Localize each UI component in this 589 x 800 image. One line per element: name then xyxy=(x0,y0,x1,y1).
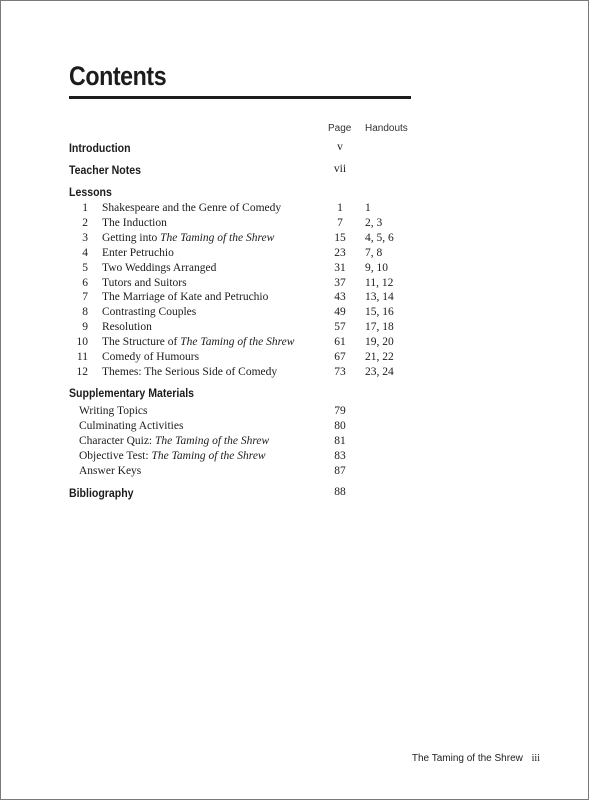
footer-book-title: The Taming of the Shrew xyxy=(411,753,523,764)
handout-numbers: 23, 24 xyxy=(365,365,394,378)
page-number: 67 xyxy=(334,351,346,363)
supplementary-row[interactable] xyxy=(1,435,588,451)
toc-entry-introduction[interactable] xyxy=(1,141,588,157)
section-label: Bibliography xyxy=(69,486,134,500)
supplementary-title-italic: The Taming of the Shrew xyxy=(155,434,270,447)
lesson-number: 4 xyxy=(82,246,88,259)
lesson-number: 2 xyxy=(82,216,88,229)
supplementary-title: Culminating Activities xyxy=(79,419,184,432)
page-number: 61 xyxy=(334,336,346,349)
lesson-row[interactable] xyxy=(1,306,588,322)
lesson-title: Themes: The Serious Side of Comedy xyxy=(102,365,278,378)
title-rule xyxy=(69,96,411,99)
lesson-number: 8 xyxy=(82,306,88,319)
lesson-number: 9 xyxy=(82,321,88,334)
lesson-title: The Induction xyxy=(102,216,167,229)
handout-numbers: 7, 8 xyxy=(365,246,383,259)
lesson-number: 1 xyxy=(82,202,88,214)
supplementary-title: Objective Test: The Taming of the Shrew xyxy=(79,449,266,462)
lesson-number: 3 xyxy=(82,231,88,244)
lesson-row[interactable] xyxy=(1,277,588,293)
lesson-row[interactable] xyxy=(1,232,588,248)
handout-numbers: 19, 20 xyxy=(365,336,394,349)
page-column-header: Page xyxy=(328,123,352,134)
handout-numbers: 2, 3 xyxy=(365,216,383,229)
supplementary-title: Character Quiz: The Taming of the Shrew xyxy=(79,434,270,447)
toc-section-supplementary xyxy=(1,386,588,402)
supplementary-row[interactable] xyxy=(1,420,588,436)
lesson-row[interactable] xyxy=(1,336,588,352)
section-label: Teacher Notes xyxy=(69,163,141,177)
section-label: Supplementary Materials xyxy=(69,386,195,400)
page-number: 43 xyxy=(334,291,346,304)
handout-numbers: 9, 10 xyxy=(365,261,388,274)
lesson-title: Enter Petruchio xyxy=(102,246,174,259)
lesson-row[interactable] xyxy=(1,247,588,263)
lesson-row[interactable] xyxy=(1,351,588,367)
lesson-number: 6 xyxy=(82,276,88,289)
handout-numbers: 4, 5, 6 xyxy=(365,231,394,244)
page-number: 79 xyxy=(334,405,346,417)
page-number: 57 xyxy=(334,321,346,334)
page-number: 37 xyxy=(334,276,346,289)
page-number: 23 xyxy=(334,246,346,259)
page-number: 81 xyxy=(334,434,346,447)
section-label: Introduction xyxy=(69,141,131,155)
lesson-title: Contrasting Couples xyxy=(102,306,197,319)
section-label: Lessons xyxy=(69,185,112,199)
page-number: 31 xyxy=(334,261,346,274)
page-number: 15 xyxy=(334,231,346,244)
page-number: 88 xyxy=(334,486,346,498)
supplementary-row[interactable] xyxy=(1,465,588,481)
page-number: 80 xyxy=(334,419,346,432)
handout-numbers: 13, 14 xyxy=(365,291,394,304)
toc-entry-teacher-notes[interactable] xyxy=(1,163,588,179)
page-number: 87 xyxy=(334,464,346,477)
page-number: 1 xyxy=(337,202,343,214)
handouts-column-header: Handouts xyxy=(365,123,408,134)
lesson-title: Tutors and Suitors xyxy=(102,276,187,289)
lesson-number: 5 xyxy=(82,261,88,274)
lesson-number: 11 xyxy=(76,351,88,363)
lesson-title: Two Weddings Arranged xyxy=(102,261,217,274)
page-number: vii xyxy=(333,163,347,175)
lesson-row[interactable] xyxy=(1,217,588,233)
lesson-number: 12 xyxy=(76,365,88,378)
lesson-title: Resolution xyxy=(102,321,152,334)
lesson-title: Getting into The Taming of the Shrew xyxy=(102,231,275,244)
lesson-row[interactable] xyxy=(1,262,588,278)
supplementary-row[interactable] xyxy=(1,405,588,421)
lesson-row[interactable] xyxy=(1,202,588,218)
supplementary-title: Writing Topics xyxy=(79,405,148,417)
page-number: 7 xyxy=(337,216,343,229)
page-footer xyxy=(412,753,540,764)
page-number: v xyxy=(337,141,343,153)
lesson-title: The Marriage of Kate and Petruchio xyxy=(102,291,269,304)
handout-numbers: 11, 12 xyxy=(365,276,394,289)
lesson-number: 7 xyxy=(82,291,88,304)
toc-entry-bibliography[interactable] xyxy=(1,486,588,502)
handout-numbers: 17, 18 xyxy=(365,321,394,334)
lesson-title: Comedy of Humours xyxy=(102,351,200,363)
lesson-title: The Structure of The Taming of the Shrew xyxy=(102,336,295,349)
lesson-row[interactable] xyxy=(1,321,588,337)
lesson-row[interactable] xyxy=(1,366,588,382)
handout-numbers: 15, 16 xyxy=(365,306,394,319)
supplementary-title: Answer Keys xyxy=(79,464,142,477)
page-number: 49 xyxy=(334,306,346,319)
page-number: 83 xyxy=(334,449,346,462)
lesson-title: Shakespeare and the Genre of Comedy xyxy=(102,202,282,214)
handout-numbers: 1 xyxy=(365,202,371,214)
page-title: Contents xyxy=(69,61,167,91)
lesson-number: 10 xyxy=(76,336,88,349)
handout-numbers: 21, 22 xyxy=(365,351,394,363)
page-number: 73 xyxy=(334,365,346,378)
lesson-title-italic: The Taming of the Shrew xyxy=(180,336,295,349)
supplementary-row[interactable] xyxy=(1,450,588,466)
toc-section-lessons xyxy=(1,185,588,201)
lesson-row[interactable] xyxy=(1,291,588,307)
footer-page-number: iii xyxy=(531,753,540,764)
lesson-title-italic: The Taming of the Shrew xyxy=(160,231,275,244)
supplementary-title-italic: The Taming of the Shrew xyxy=(151,449,266,462)
